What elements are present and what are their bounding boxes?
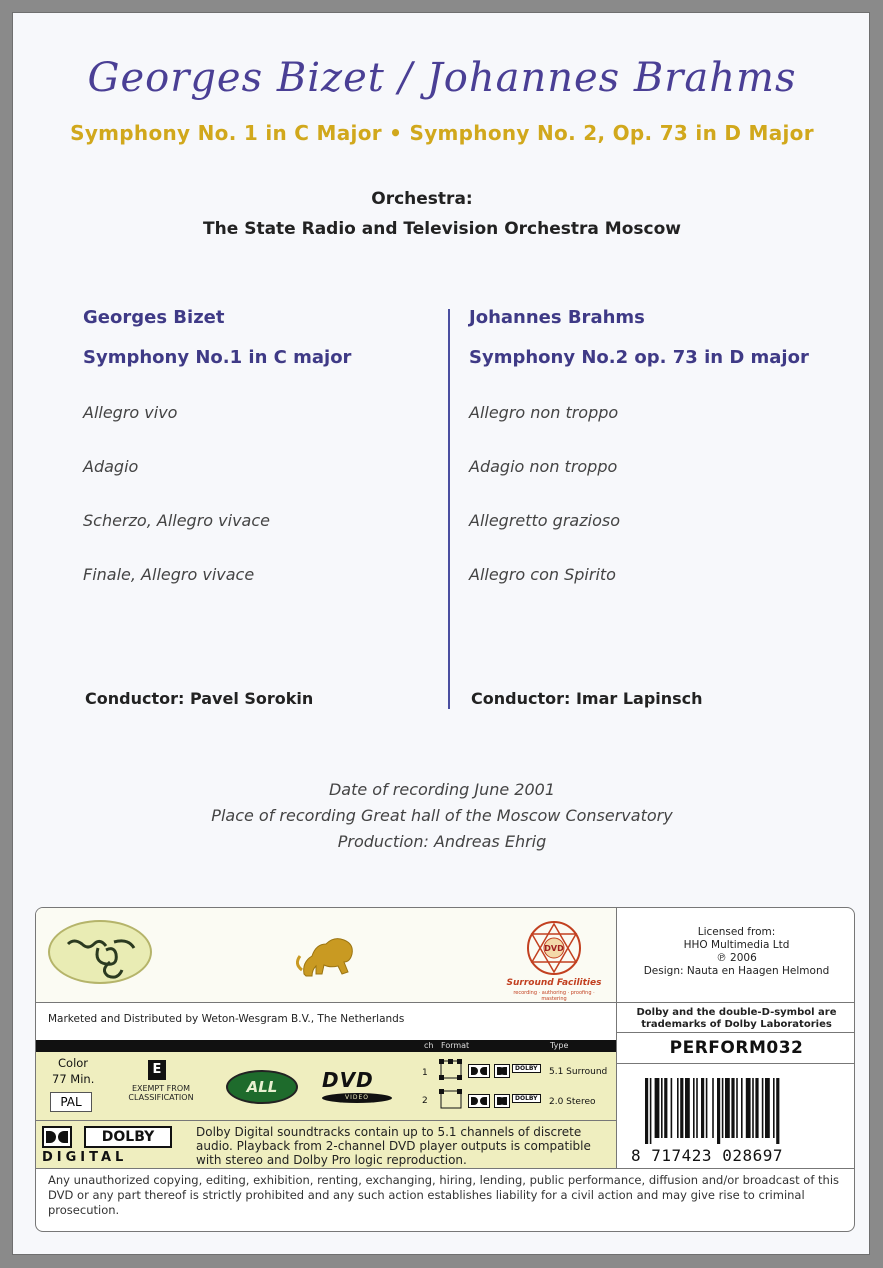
dolby-word: DOLBY <box>84 1126 172 1148</box>
svg-text:DVD: DVD <box>544 944 564 953</box>
spec-area <box>36 1052 616 1120</box>
double-d-icon <box>494 1064 510 1078</box>
column-divider <box>448 309 450 709</box>
rating-badge: E <box>148 1060 166 1080</box>
lion-logo <box>294 930 364 982</box>
movement-item: Adagio non troppo <box>469 457 618 476</box>
license-line: HHO Multimedia Ltd <box>683 939 790 951</box>
barcode <box>616 1064 855 1168</box>
format-header-label: Format <box>441 1041 470 1050</box>
logo-strip <box>36 908 616 1002</box>
composer-name: Georges Bizet <box>83 307 225 328</box>
barcode-bar <box>693 1078 695 1138</box>
barcode-bar <box>746 1078 751 1138</box>
dvd-text: DVD <box>322 1068 374 1092</box>
barcode-bar <box>717 1078 720 1144</box>
barcode-bar <box>712 1078 714 1138</box>
dvd-video-text: VIDEO <box>322 1093 392 1103</box>
barcode-bar <box>755 1078 758 1138</box>
dolby-digital-word: DIGITAL <box>42 1150 128 1165</box>
pal-badge: PAL <box>50 1092 92 1112</box>
barcode-digits: 8 717423 028697 <box>631 1146 783 1165</box>
dvd-back-cover <box>12 12 870 1255</box>
barcode-bars <box>645 1078 835 1144</box>
license-line: Design: Nauta en Haagen Helmond <box>643 965 830 977</box>
dolby-digital-logo <box>42 1126 174 1164</box>
barcode-bar <box>741 1078 743 1138</box>
barcode-bar <box>706 1078 708 1138</box>
barcode-bar <box>736 1078 738 1138</box>
barcode-bar <box>701 1078 704 1138</box>
brahms-column <box>469 307 849 708</box>
dolby-area <box>36 1120 616 1168</box>
catalog-number: PERFORM032 <box>616 1032 855 1064</box>
movement-item: Scherzo, Allegro vivace <box>83 511 270 530</box>
runtime-label: 77 Min. <box>52 1072 95 1086</box>
license-line: ℗ 2006 <box>716 952 757 964</box>
barcode-bar <box>677 1078 679 1138</box>
production-credit: Production: Andreas Ehrig <box>337 832 547 851</box>
dolby-mini-logo: DOLBY <box>512 1094 541 1103</box>
barcode-bar <box>664 1078 667 1138</box>
recording-info <box>13 777 871 855</box>
barcode-bar <box>725 1078 730 1138</box>
color-label: Color <box>58 1056 89 1070</box>
double-d-icon <box>468 1064 490 1078</box>
dvd-video-logo <box>322 1068 406 1108</box>
composers-title: Georges Bizet / Johannes Brahms <box>87 55 797 101</box>
info-panel <box>35 907 855 1232</box>
double-d-icon <box>42 1126 72 1148</box>
type-header: Type <box>550 1041 569 1050</box>
dolby-tm-line: trademarks of Dolby Laboratories <box>641 1019 832 1030</box>
recording-date: Date of recording June 2001 <box>328 780 556 799</box>
barcode-bar <box>752 1078 754 1138</box>
barcode-bar <box>661 1078 663 1138</box>
barcode-bar <box>731 1078 734 1138</box>
movement-item: Finale, Allegro vivace <box>83 565 255 584</box>
orchestra-name: The State Radio and Television Orchestra Moscow <box>203 219 681 239</box>
exempt-label: EXEMPT FROM CLASSIFICATION <box>128 1084 194 1102</box>
barcode-bar <box>773 1078 775 1138</box>
surround-facilities-logo <box>504 918 604 1002</box>
orchestra-label: Orchestra: <box>371 189 473 209</box>
track-number: 2 <box>422 1096 428 1106</box>
conductor-credit: Conductor: Imar Lapinsch <box>471 689 703 708</box>
barcode-bar <box>655 1078 660 1138</box>
bizet-column <box>83 307 463 708</box>
barcode-bar <box>722 1078 724 1138</box>
barcode-bar <box>762 1078 764 1138</box>
double-d-icon <box>468 1094 490 1108</box>
region-all-badge: ALL <box>226 1070 298 1104</box>
barcode-bar <box>776 1078 779 1144</box>
dolby-tm-line: Dolby and the double-D-symbol are <box>636 1007 837 1018</box>
double-d-icon <box>494 1094 510 1108</box>
barcode-bar <box>680 1078 683 1138</box>
barcode-bar <box>696 1078 698 1138</box>
license-box <box>616 908 855 1002</box>
track-number: 1 <box>422 1068 428 1078</box>
format-header <box>36 1040 616 1052</box>
marketed-by: Marketed and Distributed by Weton-Wesgram B.V., The Netherlands <box>36 1002 616 1040</box>
composer-name: Johannes Brahms <box>469 307 645 328</box>
barcode-bar <box>650 1078 652 1144</box>
barcode-bar <box>685 1078 690 1138</box>
ch-header: ch <box>424 1041 434 1050</box>
weton-wesgram-logo <box>48 920 152 984</box>
dolby-mini-logo: DOLBY <box>512 1064 541 1073</box>
movement-item: Adagio <box>83 457 139 476</box>
symphonies-subtitle: Symphony No. 1 in C Major • Symphony No. 2, Op. 73 in D Major <box>70 121 814 145</box>
barcode-bar <box>645 1078 648 1144</box>
recording-place: Place of recording Great hall of the Moscow Conservatory <box>211 806 673 825</box>
movement-item: Allegro non troppo <box>469 403 619 422</box>
surround-facilities-label: Surround Facilities <box>506 978 602 988</box>
license-line: Licensed from: <box>697 926 776 938</box>
work-title: Symphony No.2 op. 73 in D major <box>469 347 809 368</box>
conductor-credit: Conductor: Pavel Sorokin <box>85 689 314 708</box>
track-type: 5.1 Surround <box>549 1067 608 1077</box>
dolby-trademark <box>616 1002 855 1032</box>
track-type: 2.0 Stereo <box>549 1097 596 1107</box>
movement-item: Allegro vivo <box>83 403 178 422</box>
movement-item: Allegretto grazioso <box>469 511 620 530</box>
barcode-bar <box>671 1078 673 1138</box>
barcode-bar <box>765 1078 770 1138</box>
surround-channels-icon <box>438 1058 464 1082</box>
legal-notice: Any unauthorized copying, editing, exhibition, renting, exchanging, hiring, lending, public performance, diffusion and/or broadcast of this DVD or any part thereof is strictly prohibited and any such action establishes liability for a civil action and may give rise to criminal prosecution. <box>36 1168 855 1232</box>
dolby-description: Dolby Digital soundtracks contain up to 5.1 channels of discrete audio. Playback from 2-channel DVD player outputs is compatible with stereo and Dolby Pro logic reproduction. <box>196 1125 591 1167</box>
movement-item: Allegro con Spirito <box>469 565 616 584</box>
work-title: Symphony No.1 in C major <box>83 347 352 368</box>
surround-facilities-sub: recording · authoring · proofing · mastering <box>513 990 595 1002</box>
stereo-channels-icon <box>438 1088 464 1112</box>
